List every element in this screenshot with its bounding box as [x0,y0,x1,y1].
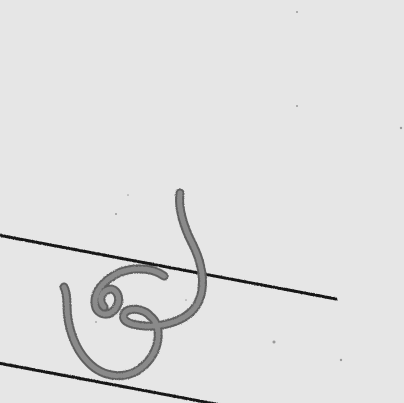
speck [95,321,97,323]
speck [296,105,298,107]
speck [127,194,129,196]
speck [400,127,402,129]
speck [273,341,276,344]
speck [115,213,117,215]
speck [340,359,342,361]
speck [296,11,298,13]
speck [185,299,187,301]
